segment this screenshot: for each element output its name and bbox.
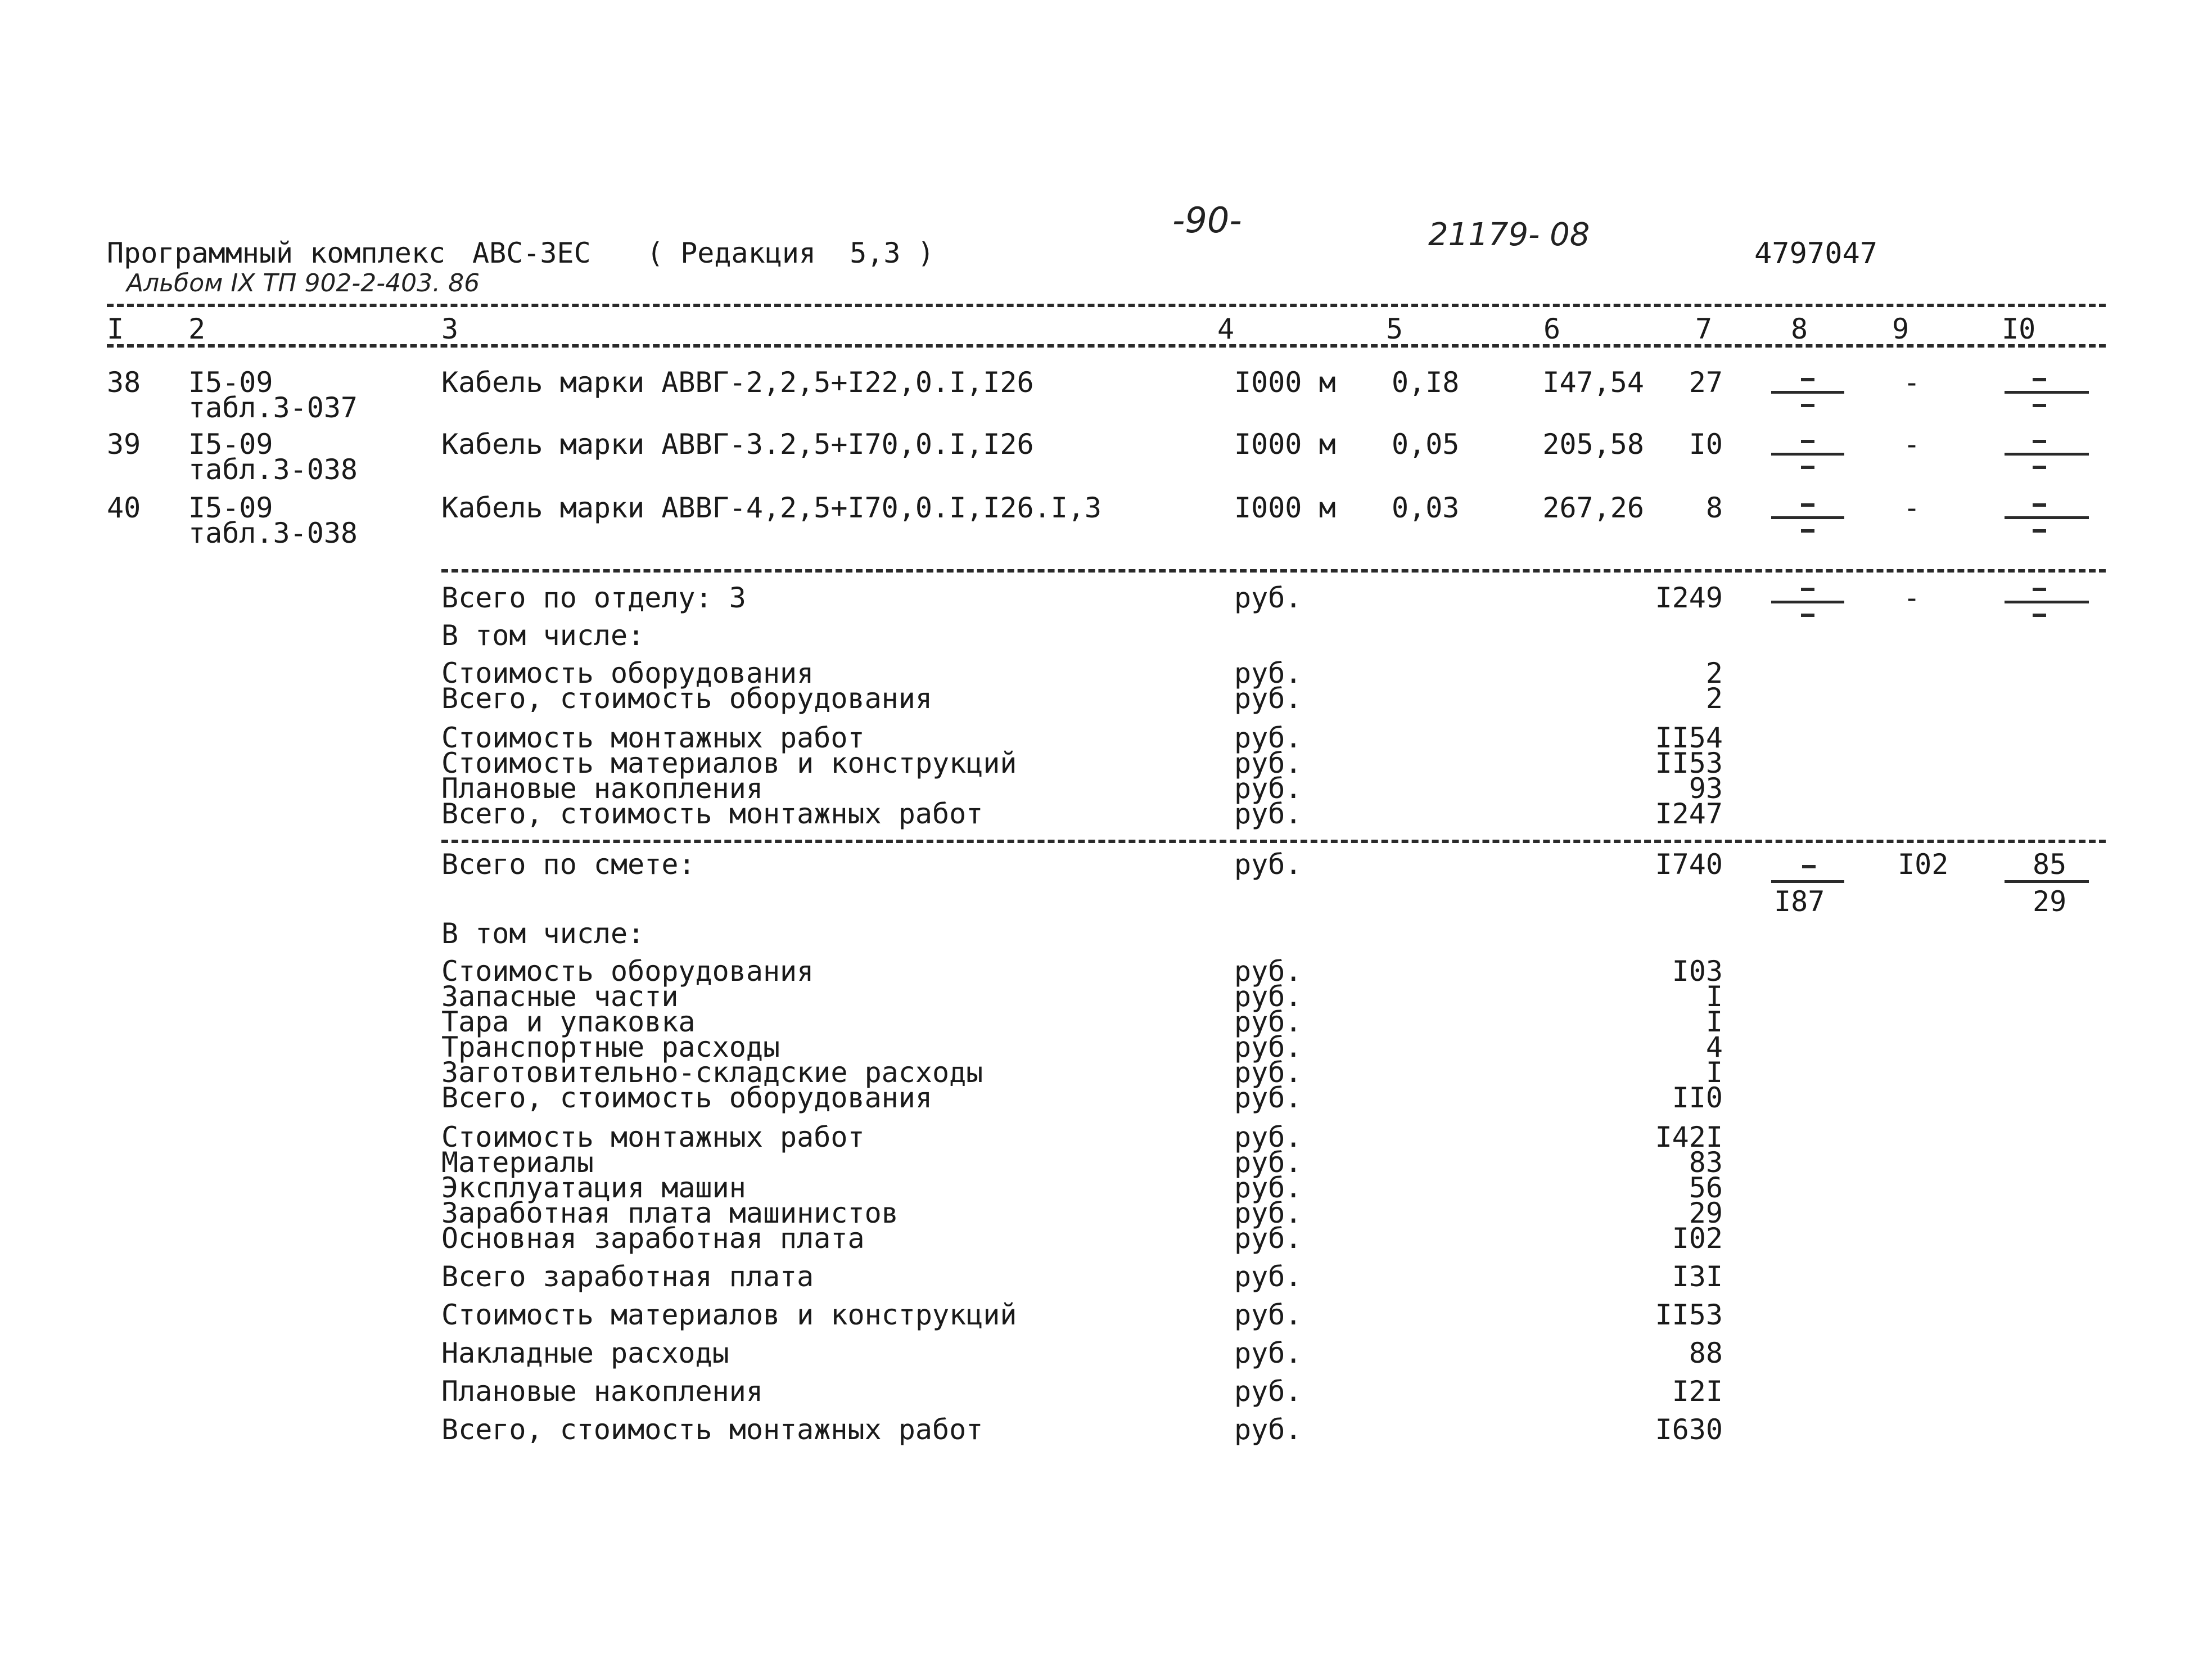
item-value: I03 <box>1672 955 1723 988</box>
item-label: Плановые накопления <box>441 772 763 805</box>
item-value: 2 <box>1705 682 1723 715</box>
dept-total-col9: - <box>1903 582 1921 614</box>
estimate-total-label: Всего по смете: <box>441 848 696 881</box>
item-unit: руб. <box>1234 1197 1302 1229</box>
estimate-rule <box>441 840 2106 843</box>
estimate-col10-bottom: 29 <box>2033 885 2067 918</box>
row-code: I5-09 <box>188 492 273 524</box>
header-rule-bottom <box>107 344 2106 348</box>
item-label: Материалы <box>441 1146 594 1179</box>
row-qty: 0,05 <box>1392 428 1460 461</box>
item-label: Всего, стоимость оборудования <box>441 682 932 715</box>
item-unit: руб. <box>1234 1413 1302 1446</box>
item-unit: руб. <box>1234 1121 1302 1153</box>
item-value: I630 <box>1655 1413 1723 1446</box>
row-price: 267,26 <box>1542 492 1644 524</box>
doc-number: 4797047 <box>1754 237 1878 271</box>
item-unit: руб. <box>1234 1006 1302 1038</box>
item-unit: руб. <box>1234 980 1302 1013</box>
dept-total-label: Всего по отделу: 3 <box>441 582 746 614</box>
item-unit: руб. <box>1234 797 1302 830</box>
item-value: II54 <box>1655 722 1723 754</box>
item-value: I02 <box>1672 1222 1723 1255</box>
row-col9: - <box>1903 366 1921 399</box>
dept-total-unit: руб. <box>1234 582 1302 614</box>
estimate-col10-top: 85 <box>2033 848 2067 881</box>
row-code: I5-09 <box>188 428 273 461</box>
row-total: I0 <box>1689 428 1723 461</box>
item-value: I <box>1705 1006 1723 1038</box>
row-table: табл.3-038 <box>188 453 358 486</box>
item-label: Плановые накопления <box>441 1375 763 1408</box>
item-label: Заготовительно-складские расходы <box>441 1056 983 1089</box>
program-label: Программный комплекс <box>107 237 446 269</box>
col-3: 3 <box>441 313 459 345</box>
page-number: -90- <box>1172 200 1242 241</box>
item-unit: руб. <box>1234 1337 1302 1369</box>
row-price: I47,54 <box>1542 366 1644 399</box>
col-9: 9 <box>1892 313 1909 345</box>
item-label: Эксплуатация машин <box>441 1171 746 1204</box>
row-total: 8 <box>1705 492 1723 524</box>
item-label: Всего, стоимость оборудования <box>441 1081 932 1114</box>
item-value: I <box>1705 980 1723 1013</box>
row-table: табл.3-037 <box>188 391 358 424</box>
item-unit: руб. <box>1234 722 1302 754</box>
row-qty: 0,I8 <box>1392 366 1460 399</box>
row-number: 39 <box>107 428 141 461</box>
item-value: II53 <box>1655 747 1723 779</box>
item-unit: руб. <box>1234 1081 1302 1114</box>
item-label: Всего заработная плата <box>441 1260 814 1293</box>
item-value: I42I <box>1655 1121 1723 1153</box>
col-8: 8 <box>1791 313 1808 345</box>
item-unit: руб. <box>1234 682 1302 715</box>
estimate-col8-top <box>1802 865 1816 868</box>
item-value: 29 <box>1689 1197 1723 1229</box>
dept-incl-label: В том числе: <box>441 619 645 652</box>
row-name: Кабель марки АВВГ-4,2,5+I70,0.I,I26.I,3 <box>441 492 1102 524</box>
item-value: I3I <box>1672 1260 1723 1293</box>
program-name: АВС-ЗЕС <box>472 237 591 269</box>
row-price: 205,58 <box>1542 428 1644 461</box>
col-1: I <box>107 313 124 345</box>
item-label: Стоимость монтажных работ <box>441 722 865 754</box>
program-edition: ( Редакция 5,3 ) <box>647 237 935 269</box>
row-name: Кабель марки АВВГ-2,2,5+I22,0.I,I26 <box>441 366 1034 399</box>
dept-total-value: I249 <box>1655 582 1723 614</box>
item-label: Стоимость оборудования <box>441 657 814 689</box>
estimate-col8-bar <box>1771 880 1844 883</box>
item-label: Запасные части <box>441 980 679 1013</box>
col-5: 5 <box>1386 313 1403 345</box>
handwritten-code: 21179- 08 <box>1428 217 1590 253</box>
row-unit: I000 м <box>1234 366 1336 399</box>
item-value: I2I <box>1672 1375 1723 1408</box>
estimate-col8-bottom: I87 <box>1774 885 1825 918</box>
item-label: Транспортные расходы <box>441 1031 780 1063</box>
row-number: 40 <box>107 492 141 524</box>
item-unit: руб. <box>1234 747 1302 779</box>
estimate-total-value: I740 <box>1655 848 1723 881</box>
row-total: 27 <box>1689 366 1723 399</box>
item-unit: руб. <box>1234 1171 1302 1204</box>
item-value: I247 <box>1655 797 1723 830</box>
item-label: Основная заработная плата <box>441 1222 865 1255</box>
item-value: 83 <box>1689 1146 1723 1179</box>
item-label: Тара и упаковка <box>441 1006 696 1038</box>
item-value: 2 <box>1705 657 1723 689</box>
item-unit: руб. <box>1234 1031 1302 1063</box>
estimate-col9: I02 <box>1898 848 1949 881</box>
item-unit: руб. <box>1234 1260 1302 1293</box>
col-4: 4 <box>1217 313 1235 345</box>
row-col9: - <box>1903 428 1921 461</box>
item-value: 56 <box>1689 1171 1723 1204</box>
item-value: II0 <box>1672 1081 1723 1114</box>
col-7: 7 <box>1695 313 1713 345</box>
item-unit: руб. <box>1234 1222 1302 1255</box>
row-col9: - <box>1903 492 1921 524</box>
item-label: Заработная плата машинистов <box>441 1197 899 1229</box>
row-table: табл.3-038 <box>188 517 358 549</box>
row-unit: I000 м <box>1234 428 1336 461</box>
item-value: I <box>1705 1056 1723 1089</box>
col-10: I0 <box>2002 313 2036 345</box>
estimate-total-unit: руб. <box>1234 848 1302 881</box>
row-name: Кабель марки АВВГ-3.2,5+I70,0.I,I26 <box>441 428 1034 461</box>
item-label: Стоимость материалов и конструкций <box>441 747 1017 779</box>
item-value: 4 <box>1705 1031 1723 1063</box>
item-unit: руб. <box>1234 772 1302 805</box>
col-2: 2 <box>188 313 206 345</box>
item-value: 88 <box>1689 1337 1723 1369</box>
item-unit: руб. <box>1234 657 1302 689</box>
album-note: Альбом IX ТП 902-2-403. 86 <box>127 269 480 298</box>
item-label: Стоимость материалов и конструкций <box>441 1299 1017 1331</box>
item-unit: руб. <box>1234 955 1302 988</box>
row-unit: I000 м <box>1234 492 1336 524</box>
item-label: Стоимость оборудования <box>441 955 814 988</box>
item-unit: руб. <box>1234 1056 1302 1089</box>
header-rule-top <box>107 304 2106 307</box>
item-value: 93 <box>1689 772 1723 805</box>
item-label: Накладные расходы <box>441 1337 729 1369</box>
estimate-incl-label: В том числе: <box>441 917 645 950</box>
row-number: 38 <box>107 366 141 399</box>
item-unit: руб. <box>1234 1299 1302 1331</box>
item-label: Всего, стоимость монтажных работ <box>441 797 983 830</box>
item-value: II53 <box>1655 1299 1723 1331</box>
item-label: Стоимость монтажных работ <box>441 1121 865 1153</box>
dept-rule <box>441 569 2106 573</box>
estimate-col10-bar <box>2005 880 2089 883</box>
row-qty: 0,03 <box>1392 492 1460 524</box>
item-label: Всего, стоимость монтажных работ <box>441 1413 983 1446</box>
item-unit: руб. <box>1234 1146 1302 1179</box>
item-unit: руб. <box>1234 1375 1302 1408</box>
row-code: I5-09 <box>188 366 273 399</box>
col-6: 6 <box>1543 313 1561 345</box>
